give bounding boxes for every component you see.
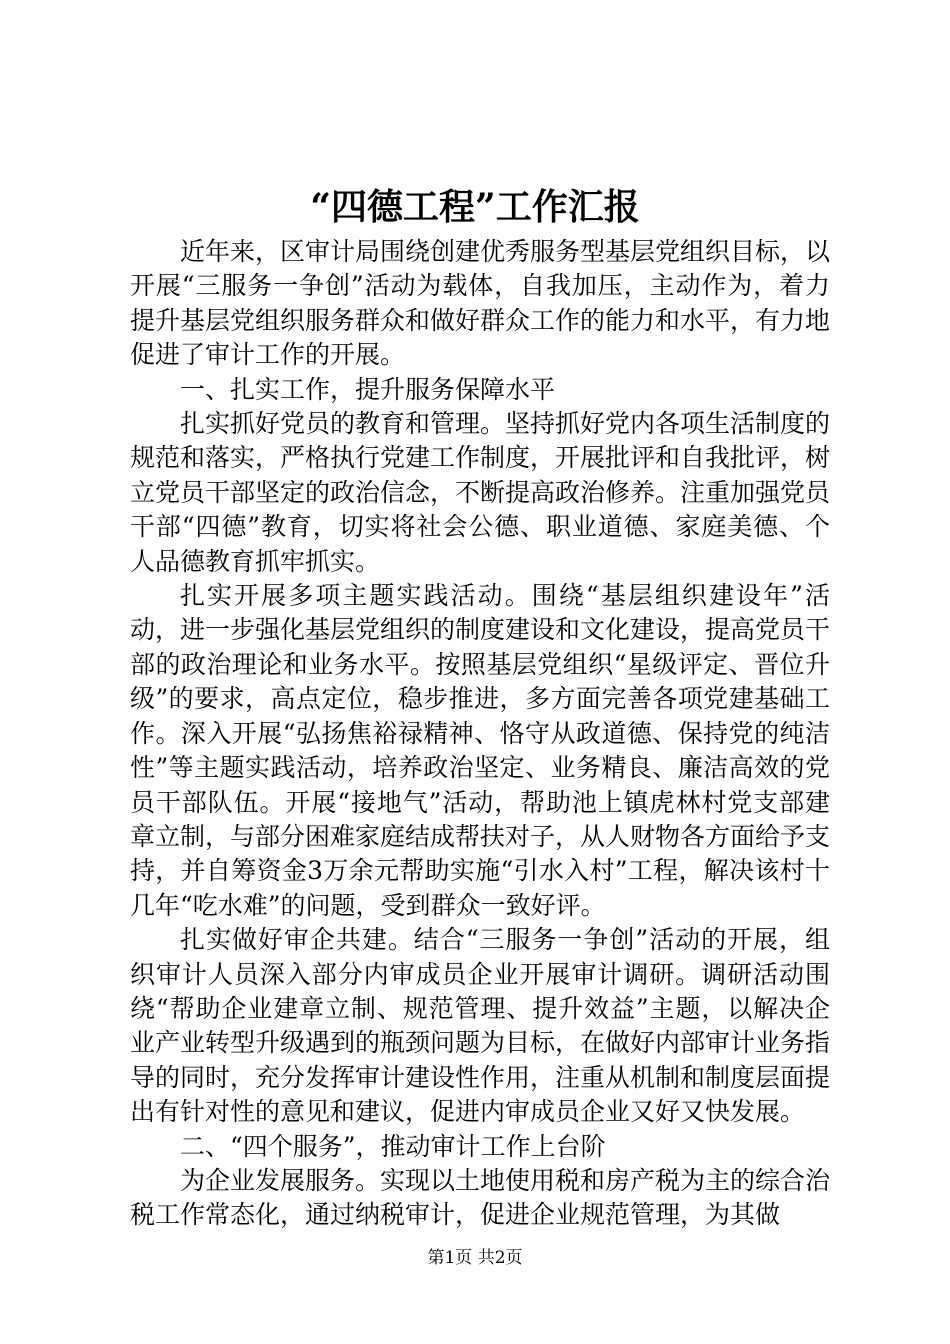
page-footer: 第1页 共2页 [427,1248,523,1268]
paragraph-intro: 近年来，区审计局围绕创建优秀服务型基层党组织目标，以开展“三服务一争创”活动为载体，自我加压，主动作为，着力提升基层党组织服务群众和做好群众工作的能力和水平，有力地促进了审计工作的开展。 [130,237,831,370]
paragraph-enterprise-service: 为企业发展服务。实现以土地使用税和房产税为主的综合治税工作常态化，通过纳税审计，促进企业规范管理，为其做 [130,1165,831,1230]
document-body [130,235,830,1233]
section-heading-2: 二、“四个服务”，推动审计工作上台阶 [180,1131,606,1161]
section-heading-1: 一、扎实工作，提升服务保障水平 [180,374,556,404]
paragraph-enterprise-cooperation: 扎实做好审企共建。结合“三服务一争创”活动的开展，组织审计人员深入部分内审成员企业开展审计调研。调研活动围绕“帮助企业建章立制、规范管理、提升效益”主题，以解决企业产业转型升级遇到的瓶颈问题为目标，在做好内部审计业务指导的同时，充分发挥审计建设性作用，注重从机制和制度层面提出有针对性的意见和建议，促进内审成员企业又好又快发展。 [130,925,831,1127]
document-title: “四德工程”工作汇报 [310,186,640,228]
paragraph-practice-activities: 扎实开展多项主题实践活动。围绕“基层组织建设年”活动，进一步强化基层党组织的制度建设和文化建设，提高党员干部的政治理论和业务水平。按照基层党组织“星级评定、晋位升级”的要求，高点定位，稳步推进，多方面完善各项党建基础工作。深入开展“弘扬焦裕禄精神、恪守从政道德、保持党的纯洁性”等主题实践活动，培养政治坚定、业务精良、廉洁高效的党员干部队伍。开展“接地气”活动，帮助池上镇虎林村党支部建章立制，与部分困难家庭结成帮扶对子，从人财物各方面给予支持，并自筹资金3万余元帮助实施“引水入村”工程，解决该村十几年“吃水难”的问题，受到群众一致好评。 [130,581,831,920]
paragraph-education: 扎实抓好党员的教育和管理。坚持抓好党内各项生活制度的规范和落实，严格执行党建工作制度，开展批评和自我批评，树立党员干部坚定的政治信念，不断提高政治修养。注重加强党员干部“四德”教育，切实将社会公德、职业道德、家庭美德、个人品德教育抓牢抓实。 [130,409,831,576]
